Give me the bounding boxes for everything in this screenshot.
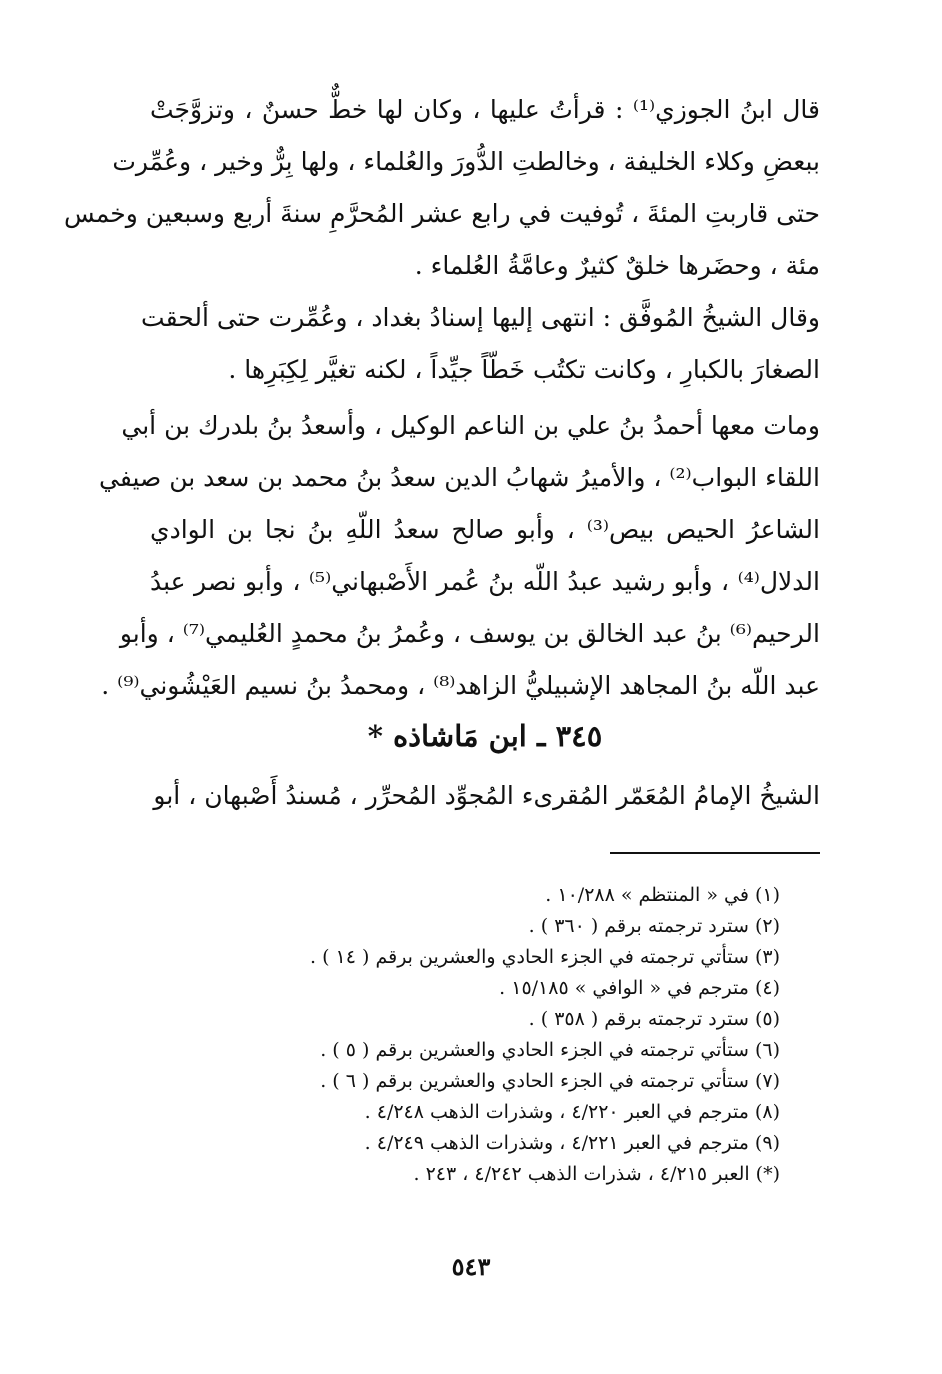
text-line: الرحيم⁽⁶⁾ بنُ عبد الخالق بن يوسف ، وعُمرُ بنُ محمدٍ العُليمي⁽⁷⁾ ، وأبو xyxy=(119,619,820,648)
text-line: الشيخُ الإمامُ المُعَمّر المُقرىء المُجوِّد المُحرِّر ، مُسندُ أَصْبهان ، أبو xyxy=(153,781,820,810)
footnote: (٥) سترد ترجمته برقم ( ٣٥٨ ) . xyxy=(528,1008,780,1030)
text-line: قال ابنُ الجوزي⁽¹⁾ : قرأتُ عليها ، وكان لها خطٌّ حسنٌ ، وتزوَّجَتْ xyxy=(150,95,820,124)
page-number: ٥٤٣ xyxy=(451,1252,491,1281)
text-line: وقال الشيخُ المُوفَّق : انتهى إليها إسنادُ بغداد ، وعُمِّرت حتى ألحقت xyxy=(141,303,820,332)
footnote: (٧) ستأتي ترجمته في الجزء الحادي والعشرين برقم ( ٦ ) . xyxy=(320,1070,780,1092)
text-line: ببعضِ وكلاء الخليفة ، وخالطتِ الدُّورَ والعُلماء ، ولها بِرٌّ وخير ، وعُمِّرت xyxy=(112,147,820,176)
text-line: اللقاء البواب⁽²⁾ ، والأميرُ شهابُ الدين سعدُ بنُ محمد بن سعد بن صيفي xyxy=(99,463,820,492)
footnote: (١) في « المنتظم » ١٠/٢٨٨ . xyxy=(545,884,780,906)
footnote: (٩) مترجم في العبر ٤/٢٢١ ، وشذرات الذهب ٤/٢٤٩ . xyxy=(364,1132,780,1154)
paragraph-deaths xyxy=(99,400,820,712)
footnote: (٦) ستأتي ترجمته في الجزء الحادي والعشرين برقم ( ٥ ) . xyxy=(320,1039,780,1061)
text-line: الشاعرُ الحيص بيص⁽³⁾ ، وأبو صالح سعدُ اللّهِ بنُ نجا بن الوادي xyxy=(150,515,820,544)
paragraph-ibn-al-jawzi xyxy=(63,84,820,292)
text-line: الدلال⁽⁴⁾ ، وأبو رشيد عبدُ اللّه بنُ عُمر الأَصْبهاني⁽⁵⁾ ، وأبو نصر عبدُ xyxy=(150,567,820,596)
footnote: (٤) مترجم في « الوافي » ١٥/١٨٥ . xyxy=(499,977,780,999)
footnote: (٨) مترجم في العبر ٤/٢٢٠ ، وشذرات الذهب ٤/٢٤٨ . xyxy=(364,1101,780,1123)
footnote-divider xyxy=(610,852,820,854)
footnote: (٢) سترد ترجمته برقم ( ٣٦٠ ) . xyxy=(528,915,780,937)
footnotes xyxy=(150,880,780,1190)
section-heading: ٣٤٥ ـ ابن مَاشاذه * xyxy=(367,719,603,753)
paragraph-ibn-mashadhah xyxy=(150,770,820,822)
text-line: حتى قاربتِ المئةَ ، تُوفيت في رابع عشر المُحرَّمِ سنةَ أربع وسبعين وخمس xyxy=(63,199,820,228)
text-line: مئة ، وحضَرها خلقٌ كثيرٌ وعامَّةُ العُلماء . xyxy=(414,251,820,280)
footnote: (*) العبر ٤/٢١٥ ، شذرات الذهب ٤/٢٤٢ ، ٢٤٣ . xyxy=(413,1163,780,1185)
text-line: الصغارَ بالكبارِ ، وكانت تكتُب خَطّاً جيِّداً ، لكنه تغيَّر لِكِبَرِها . xyxy=(228,355,820,384)
text-line: عبد اللّه بنُ المجاهد الإشبيليُّ الزاهد⁽⁸⁾ ، ومحمدُ بنُ نسيم العَيْشُوني⁽⁹⁾ . xyxy=(101,671,820,700)
text-line: ومات معها أحمدُ بنُ علي بن الناعم الوكيل ، وأسعدُ بنُ بلدرك بن أبي xyxy=(121,411,820,440)
footnote: (٣) ستأتي ترجمته في الجزء الحادي والعشرين برقم ( ١٤ ) . xyxy=(310,946,780,968)
paragraph-al-muwaffaq xyxy=(141,292,820,396)
